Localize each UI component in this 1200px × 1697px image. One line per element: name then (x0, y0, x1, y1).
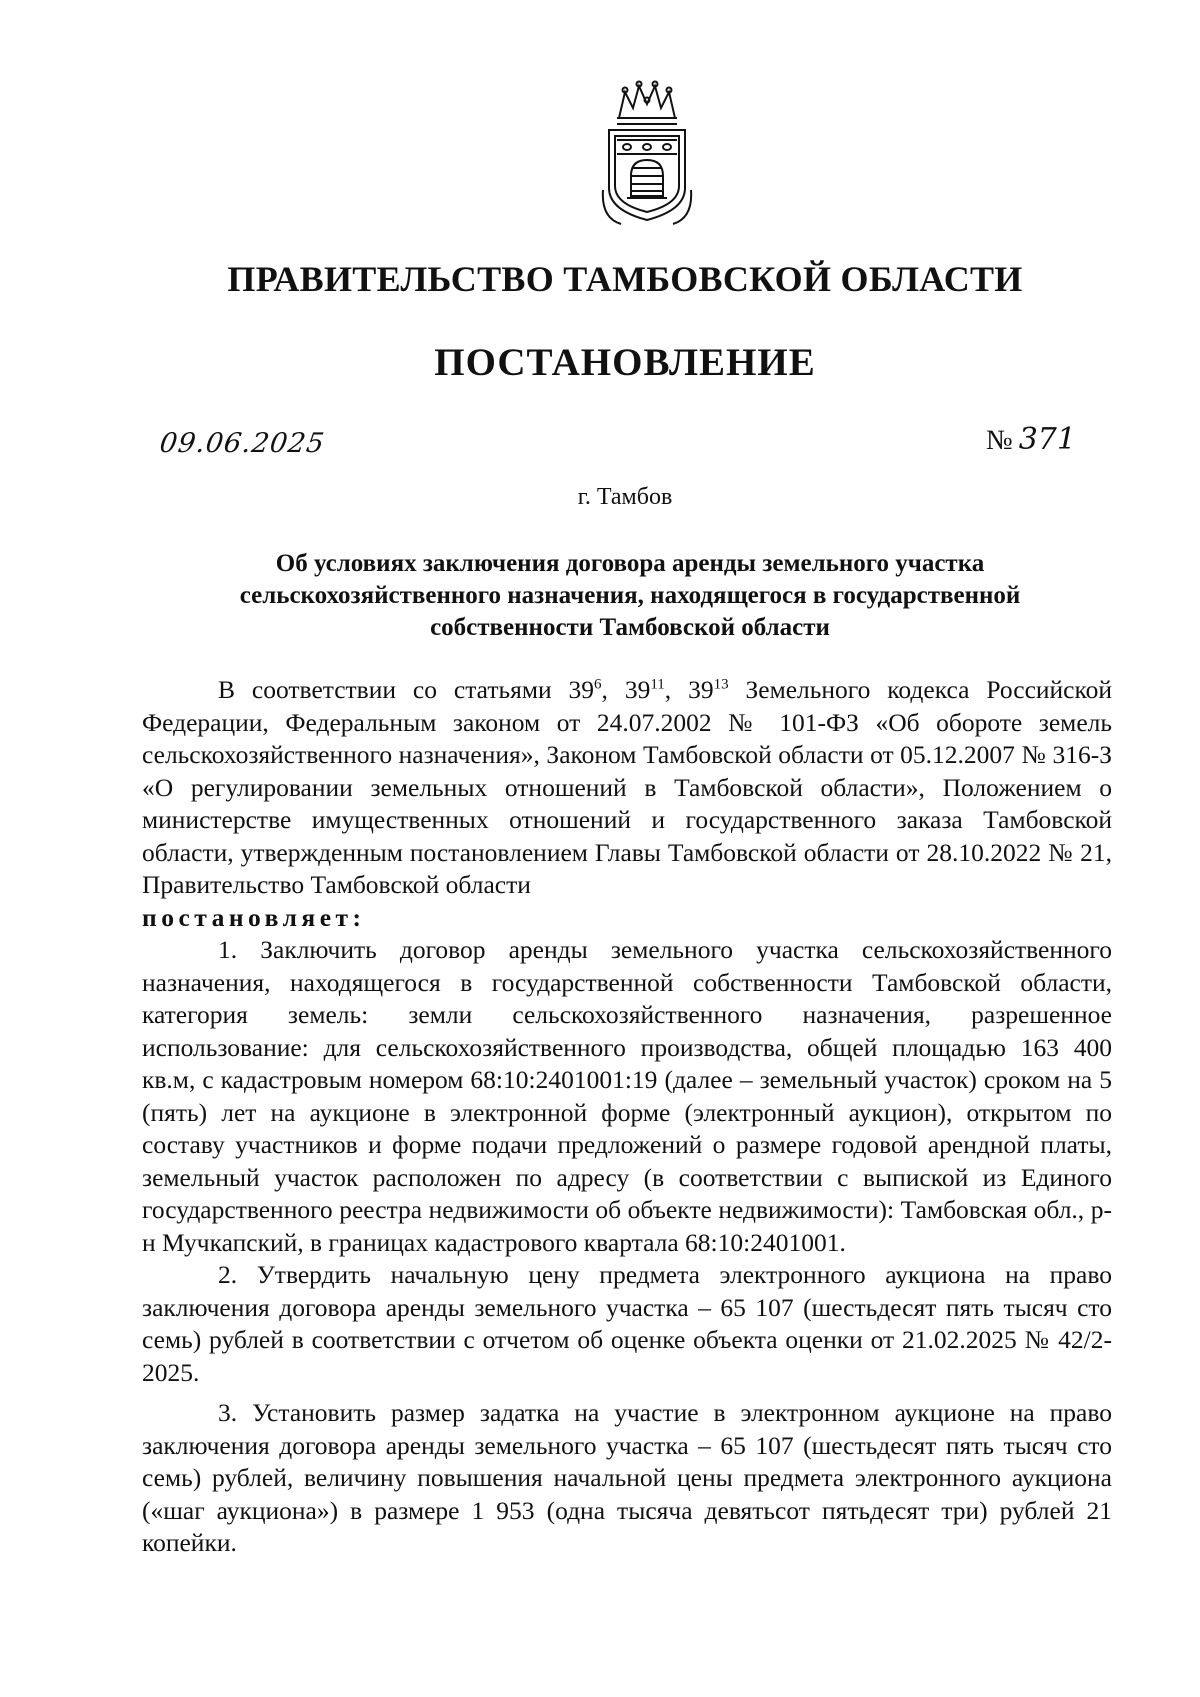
handwritten-date: 09.06.2025 (157, 428, 327, 459)
document-heading: Об условиях заключения договора аренды земельного участка сельскохозяйственного назначения, находящегося в государственной собственности Тамбовской области (239, 550, 1021, 641)
city-label: г. Тамбов (577, 484, 673, 510)
organization-title: ПРАВИТЕЛЬСТВО ТАМБОВСКОЙ ОБЛАСТИ (227, 259, 1023, 299)
item-paragraph: 3. Установить размер задатка на участие в электронном аукционе на право заключения договора аренды земельного участка – 65 107 (шестьдесят пять тысяч сто семь) рублей, величину повышения начальной цены предмета электронного аукциона («шаг аукциона») в размере 1 953 (одна тысяча девятьсот пятьдесят три) рублей 21 копейки. (142, 1398, 1112, 1557)
document-number (986, 422, 1076, 457)
document-type-title: ПОСТАНОВЛЕНИЕ (434, 341, 816, 384)
item-paragraph: 1. Заключить договор аренды земельного участка сельскохозяйственного назначения, находящегося в государственной собственности Тамбовской области, категория земель: земли сельскохозяйственного назначения, разрешенное использование: для сельскохозяйственного производства, общей площадью 163 400 кв.м, с кадастровым номером 68:10:2401001:19 (далее – земельный участок) сроком на 5 (пять) лет на аукционе в электронной форме (электронный аукцион), открытом по составу участников и форме подачи предложений о размере годовой арендной платы, земельный участок расположен по адресу (в соответствии с выпиской из Единого государственного реестра недвижимости об объекте недвижимости): Тамбовская обл., р-н Мучкапский, в границах кадастрового квартала 68:10:2401001. (142, 935, 1112, 1257)
item-paragraph: 2. Утвердить начальную цену предмета электронного аукциона на право заключения договора аренды земельного участка – 65 107 (шестьдесят пять тысяч сто семь) рублей в соответствии с отчетом об оценке объекта оценки от 21.02.2025 № 42/2-2025. (142, 1260, 1112, 1387)
decree-word: постановляет: (142, 902, 366, 932)
handwritten-number: 371 (1018, 422, 1076, 457)
tambov-coat-of-arms-emblem (591, 78, 703, 228)
document-body (142, 674, 1112, 1560)
preamble-paragraph: В соответствии со статьями $39^6$, $39^{11}$, $39^{13}$ Земельного кодекса Российской Федерации, Федеральным законом от 24.07.2002 № 101-ФЗ «Об обороте земель сельскохозяйственного назначения», Законом Тамбовской области от 05.12.2007 № 316-З «О регулировании земельных отношений в Тамбовской области», Положением о министерстве имущественных отношений и государственного заказа Тамбовской области, утвержденным постановлением Главы Тамбовской области от 28.10.2022 № 21, Правительство Тамбовской области (142, 675, 1112, 899)
number-sign: № (986, 425, 1013, 456)
